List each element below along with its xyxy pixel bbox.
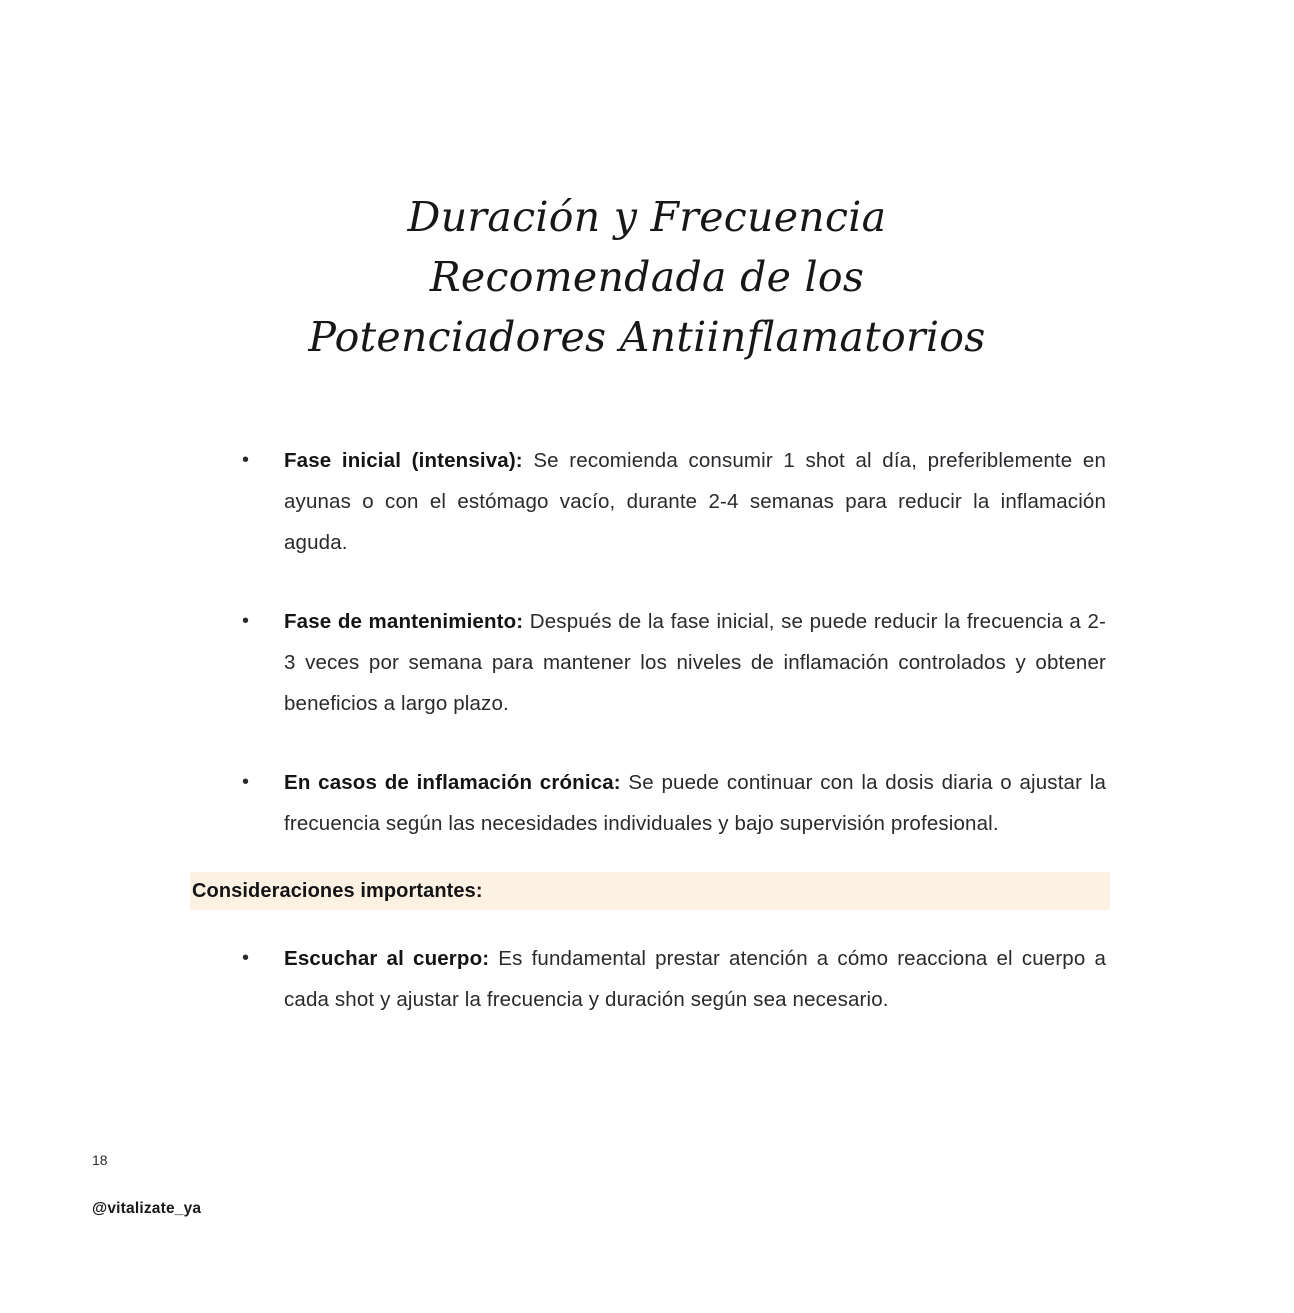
author-handle: @vitalizate_ya [92,1200,202,1217]
list-item-lead: Fase inicial (intensiva): [284,449,523,472]
list-item-lead: Fase de mantenimiento: [284,610,524,633]
list-item [190,440,1120,563]
page-title-line-2: Recomendada de los [429,253,865,302]
page-number: 18 [92,1152,108,1168]
list-item [190,938,1120,1020]
secondary-bullet-list [190,938,1120,1020]
list-item-lead: Escuchar al cuerpo: [284,947,490,970]
primary-bullet-list [190,440,1120,844]
bullet-icon: • [242,947,250,969]
section-heading-considerations: Consideraciones importantes: [190,872,1110,910]
page-title [0,187,1294,367]
list-item [190,601,1120,724]
bullet-icon: • [242,771,250,793]
primary-bullet-section [190,440,1120,844]
list-item-text: Es fundamental prestar atención a cómo reacciona el cuerpo a cada shot y ajustar la frecuencia y duración según sea necesario. [284,947,1107,1011]
bullet-icon: • [242,449,250,471]
page-title-line-1: Duración y Frecuencia [407,193,887,242]
secondary-bullet-section [190,938,1120,1020]
list-item [190,762,1120,844]
list-item-lead: En casos de inflamación crónica: [284,771,621,794]
page-title-line-3: Potenciadores Antiinflamatorios [308,313,986,362]
list-item-text: Después de la fase inicial, se puede reducir la frecuencia a 2-3 veces por semana para mantener los niveles de inflamación controlados y obtener beneficios a largo plazo. [284,610,1106,715]
list-item-text: Se recomienda consumir 1 shot al día, preferiblemente en ayunas o con el estómago vacío, durante 2-4 semanas para reducir la inflamación aguda. [284,449,1106,554]
bullet-icon: • [242,610,250,632]
list-item-text: Se puede continuar con la dosis diaria o ajustar la frecuencia según las necesidades individuales y bajo supervisión profesional. [284,771,1106,835]
